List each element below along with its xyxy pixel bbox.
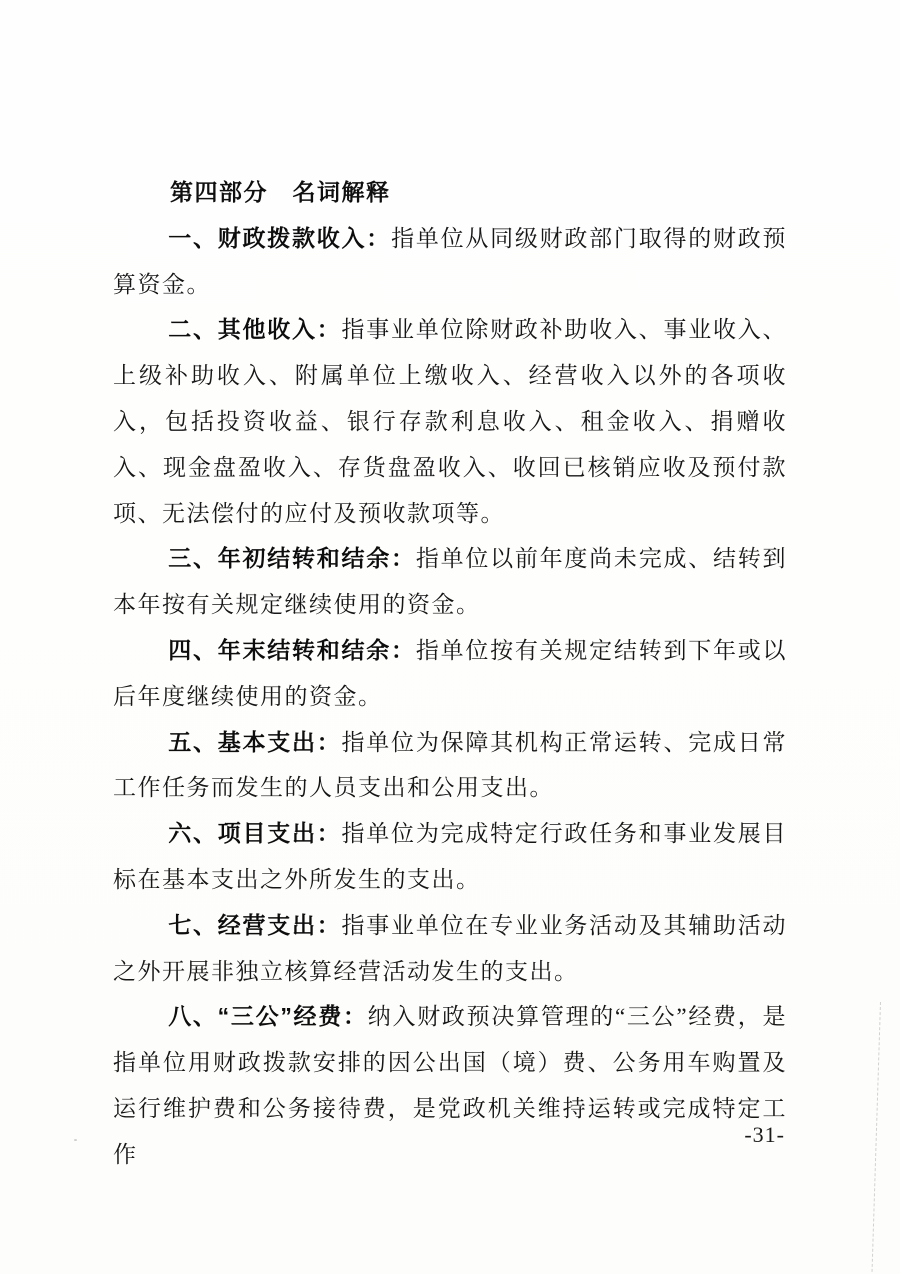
term-definition: 指单位按有关规定结转到下年或以后年度继续使用的资金。 [113,637,788,709]
term-name: 六、项目支出： [168,820,342,847]
term-name: 二、其他收入： [168,316,342,343]
scan-speck [74,1139,77,1141]
glossary-term-paragraph [113,903,787,995]
section-title: 第四部分 名词解释 [170,179,391,205]
term-name: 五、基本支出： [168,728,342,755]
term-definition: 指事业单位在专业业务活动及其辅助活动之外开展非独立核算经营活动发生的支出。 [113,912,788,984]
glossary-term-paragraph [113,536,787,628]
scan-artifact-line [872,1002,881,1272]
page-number: -31- [744,1122,785,1147]
term-name: 八、“三公”经费： [168,1003,368,1030]
document-body [113,170,787,1178]
glossary-term-paragraph [113,720,787,812]
term-definition: 纳入财政预决算管理的“三公”经费，是指单位用财政拨款安排的因公出国（境）费、公务用车购置及运行维护费和公务接待费，是党政机关维持运转或完成特定工作 [113,1004,788,1167]
term-definition: 指事业单位除财政补助收入、事业收入、上级补助收入、附属单位上缴收入、经营收入以外的各项收入，包括投资收益、银行存款利息收入、租金收入、捐赠收入、现金盘盈收入、存货盘盈收入、收回已核销应收及预付款项、无法偿付的应付及预收款项等。 [113,317,788,526]
term-name: 七、经营支出： [168,911,342,938]
term-definition: 指单位从同级财政部门取得的财政预算资金。 [113,225,788,297]
term-name: 三、年初结转和结余： [168,545,416,572]
glossary-term-paragraph [113,216,787,308]
glossary-term-paragraph [113,811,787,903]
term-definition: 指单位为保障其机构正常运转、完成日常工作任务而发生的人员支出和公用支出。 [113,729,788,801]
term-name: 四、年末结转和结余： [168,636,416,663]
term-definition: 指单位为完成特定行政任务和事业发展目标在基本支出之外所发生的支出。 [113,821,788,892]
term-name: 一、财政拨款收入： [168,224,392,251]
term-definition: 指单位以前年度尚未完成、结转到本年按有关规定继续使用的资金。 [113,546,788,618]
glossary-term-paragraph [113,307,787,536]
glossary-term-paragraph [113,994,787,1177]
glossary-term-paragraph [113,628,787,720]
